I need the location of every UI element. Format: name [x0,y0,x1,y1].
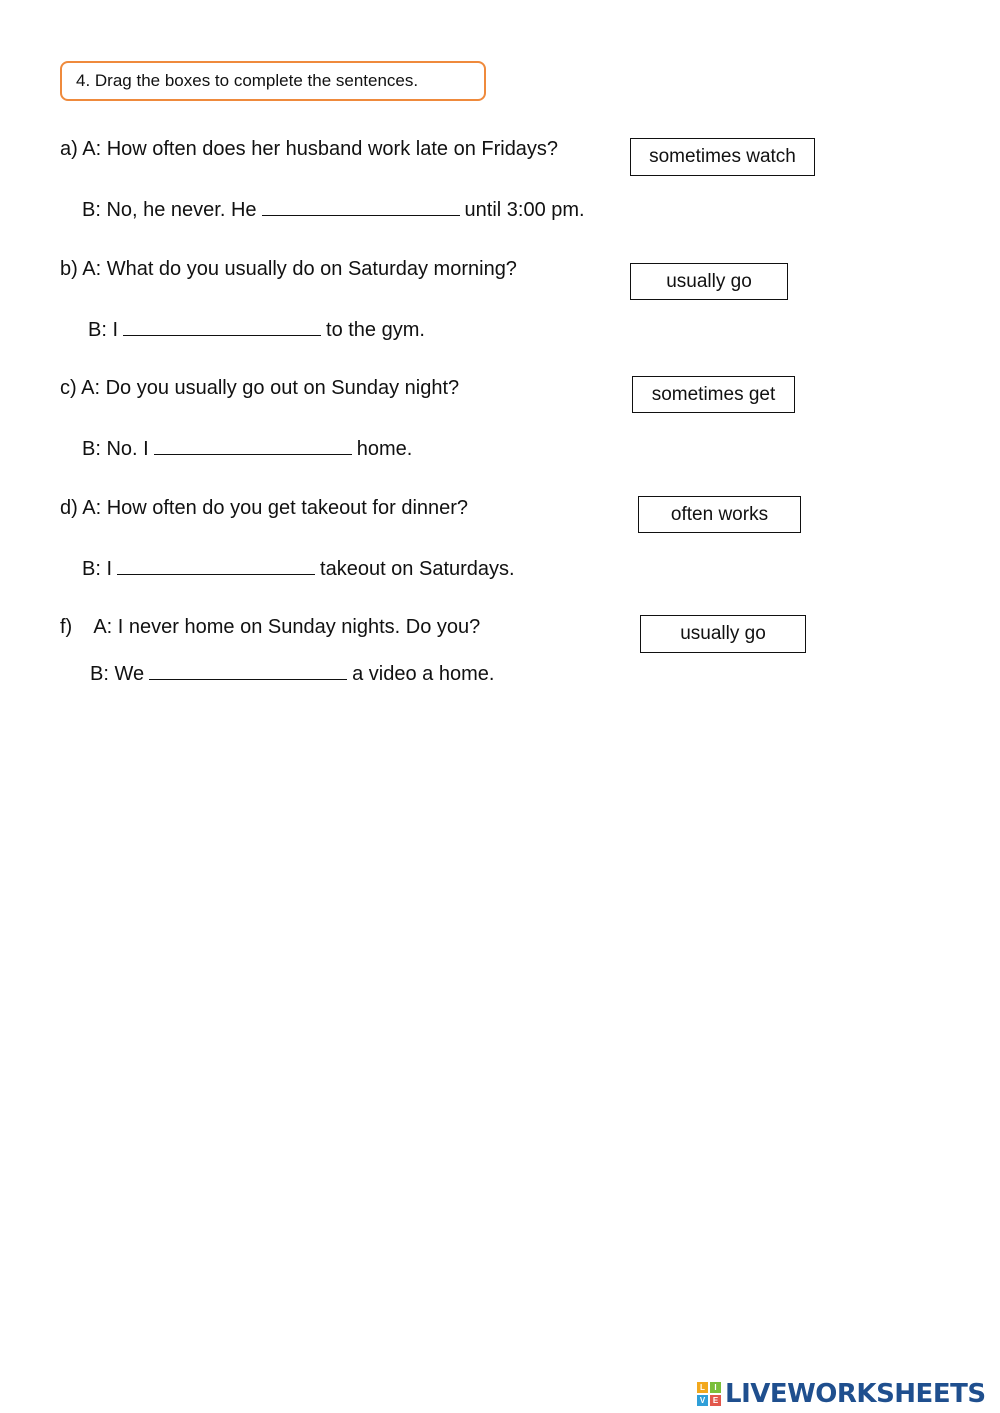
question-a-prompt: a) A: How often does her husband work late on Fridays? [60,138,559,160]
drag-box-often-works[interactable]: often works [638,496,801,533]
drag-box-sometimes-watch[interactable]: sometimes watch [630,138,815,176]
answer-blank-a[interactable] [262,197,460,216]
instruction-box [60,61,486,101]
question-c-prompt: c) A: Do you usually go out on Sunday night? [60,377,460,399]
question-a-answer: B: No, he never. He until 3:00 pm. [82,199,585,221]
question-d-answer: B: I takeout on Saturdays. [82,558,515,580]
question-b-answer: B: I to the gym. [88,319,425,341]
liveworksheets-logo-icon: L I V E [697,1382,721,1406]
question-d-prompt: d) A: How often do you get takeout for dinner? [60,497,469,519]
drag-box-usually-go[interactable]: usually go [630,263,788,300]
drag-box-sometimes-get[interactable]: sometimes get [632,376,795,413]
question-b-prompt: b) A: What do you usually do on Saturday morning? [60,258,517,280]
question-c-answer: B: No. I home. [82,438,413,460]
liveworksheets-logo [697,1377,986,1411]
answer-blank-d[interactable] [117,556,315,575]
question-f-answer: B: We a video a home. [90,663,495,685]
instruction-text: 4. Drag the boxes to complete the sentences. [76,71,419,90]
drag-box-usually-go-2[interactable]: usually go [640,615,806,653]
answer-blank-f[interactable] [149,661,347,680]
logo-text: LIVEWORKSHEETS [725,1379,986,1409]
question-f-prompt: f) A: I never home on Sunday nights. Do you? [60,616,481,638]
answer-blank-b[interactable] [123,317,321,336]
answer-blank-c[interactable] [154,436,352,455]
